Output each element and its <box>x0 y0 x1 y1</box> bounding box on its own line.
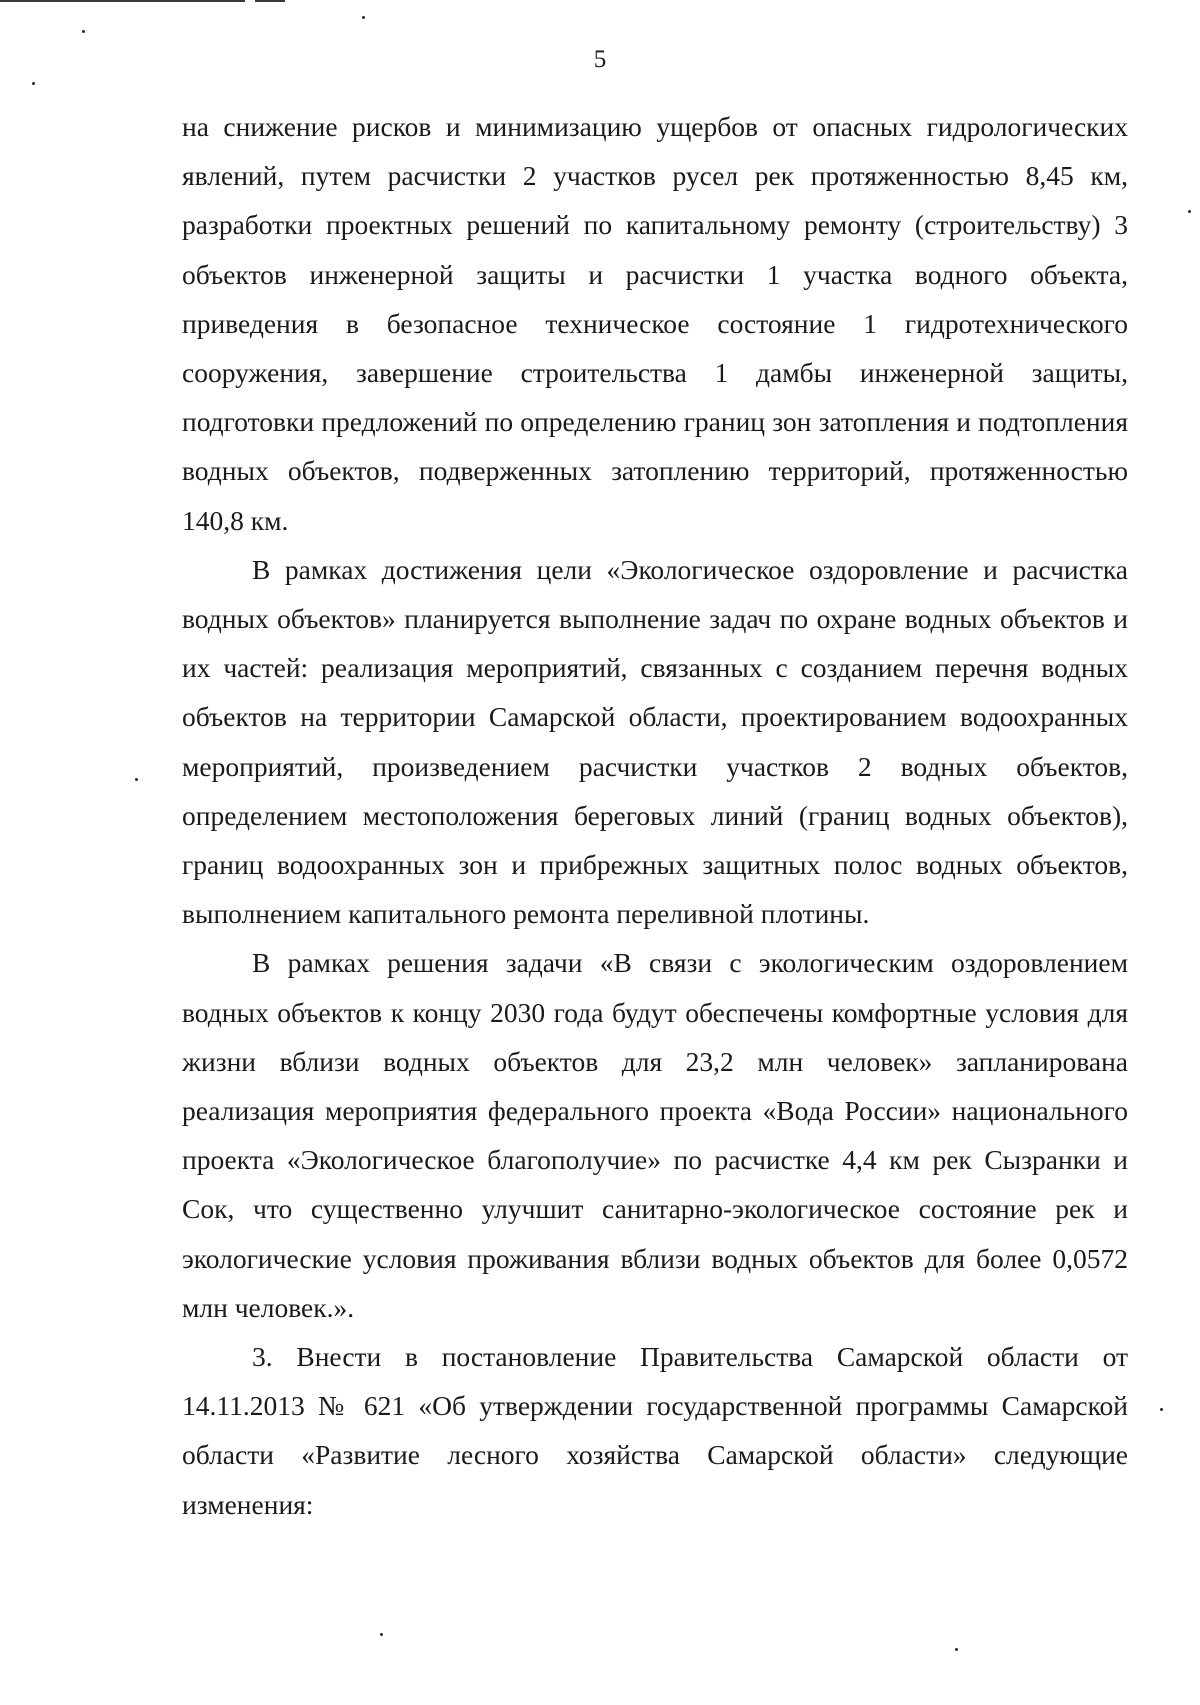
scan-speck <box>32 82 35 85</box>
scan-speck <box>1160 1408 1163 1411</box>
scan-speck <box>82 30 85 33</box>
scan-speck <box>380 1633 383 1636</box>
scan-speck <box>955 1648 958 1651</box>
paragraph-ecological-goal: В рамках достижения цели «Экологическое оздоровление и расчистка водных объектов» планируется выполнение задач по охране водных объектов и их частей: реализация мероприятий, связанных с созданием перечня водных объектов на территории Самарской области, проектированием водоохранных мероприятий, произведением расчистки участков 2 водных объектов, определением местоположения береговых линий (границ водных объектов), границ водоохранных зон и прибрежных защитных полос водных объектов, выполнением капитального ремонта переливной плотины. <box>182 553 1128 930</box>
paragraph-amendment-3: 3. Внести в постановление Правительства Самарской области от 14.11.2013 № 621 «Об утверждении государственной программы Самарской области «Развитие лесного хозяйства Самарской области» следующие изменения: <box>182 1341 1128 1520</box>
paragraph-task-decision: В рамках решения задачи «В связи с экологическим оздоровлением водных объектов к концу 2030 года будут обеспечены комфортные условия для жизни вблизи водных объектов для 23,2 млн человек» запланирована реализация мероприятия федерального проекта «Вода России» национального проекта «Экологическое благополучие» по расчистке 4,4 км рек Сызранки и Сок, что существенно улучшит санитарно-экологическое состояние рек и экологические условия проживания вблизи водных объектов для более 0,0572 млн человек.». <box>182 947 1128 1323</box>
scan-speck <box>1188 210 1191 213</box>
scan-edge-line-left <box>0 0 245 2</box>
scan-speck <box>362 16 365 19</box>
paragraph-continuation: на снижение рисков и минимизацию ущербов от опасных гидрологических явлений, путем расчистки 2 участков русел рек протяженностью 8,45 км, разработки проектных решений по капитальному ремонту (строительству) 3 объектов инженерной защиты и расчистки 1 участка водного объекта, приведения в безопасное техническое состояние 1 гидротехнического сооружения, завершение строительства 1 дамбы инженерной защиты, подготовки предложений по определению границ зон затопления и подтопления водных объектов, подверженных затоплению территорий, протяженностью 140,8 км. <box>182 111 1128 536</box>
page-number: 5 <box>593 46 607 73</box>
document-body <box>182 102 1128 1529</box>
scan-edge-line-right <box>255 0 285 2</box>
scan-speck <box>135 778 138 781</box>
